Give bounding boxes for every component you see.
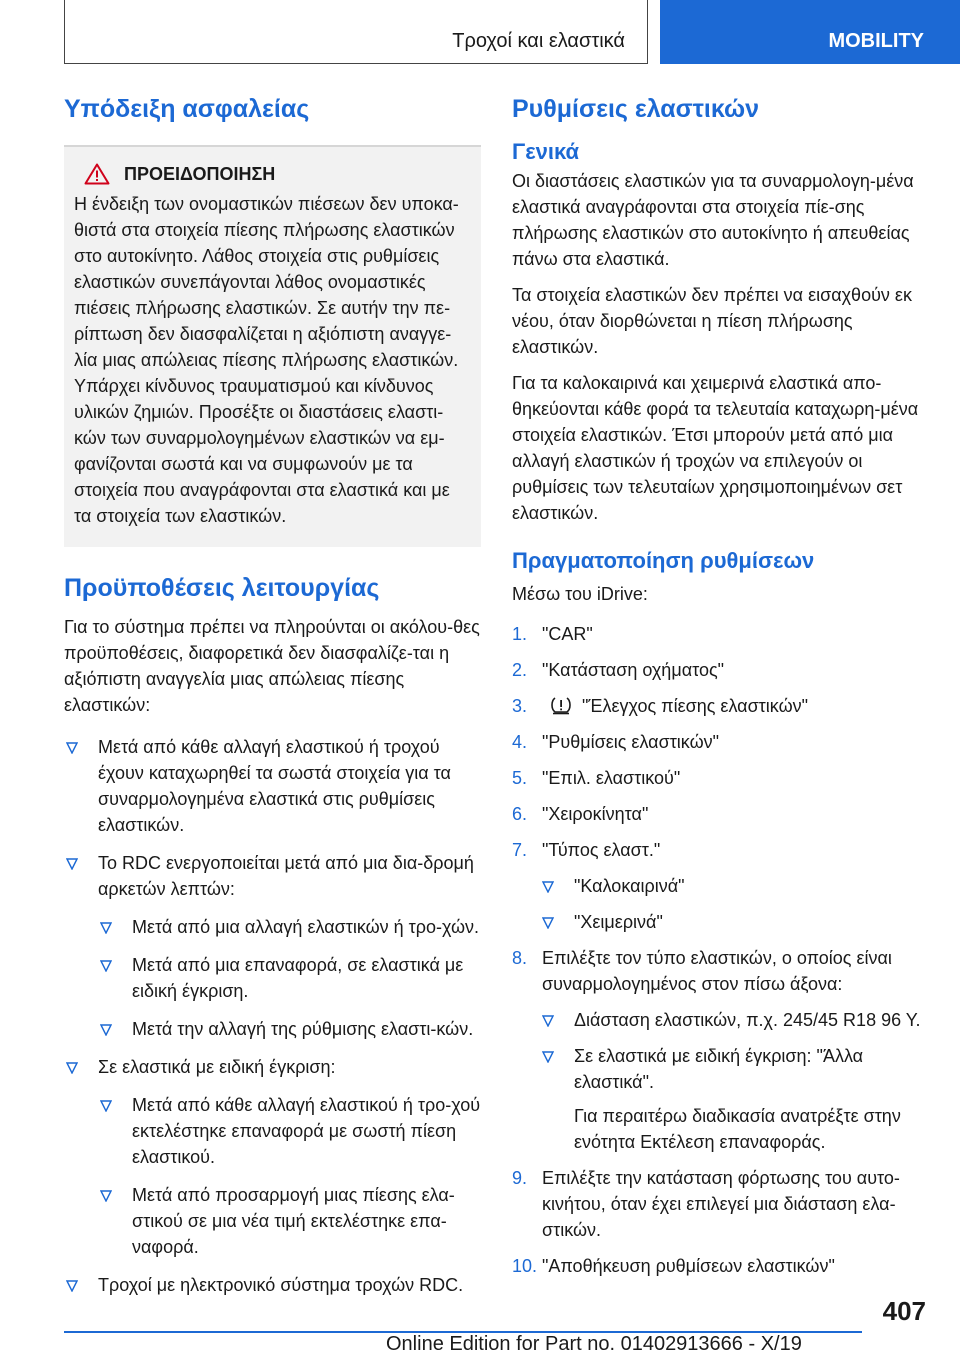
step-number: 1. [512,623,528,644]
step-item [512,657,928,683]
section-tab: MOBILITY [660,0,960,64]
step-text: "Τύπος ελαστ." [542,839,661,860]
step-text: "Επιλ. ελαστικού" [542,767,681,788]
step-text: "Κατάσταση οχήματος" [542,659,725,680]
warning-header [74,163,471,185]
step-item [512,837,928,863]
general-paragraph: Τα στοιχεία ελαστικών δεν πρέπει να εισαχθούν εκ νέου, όταν διορθώνεται η πίεση πλήρωσης ελαστικών. [512,284,912,357]
list-item: Μετά από μια επαναφορά, σε ελαστικά με ειδική έγκριση. [98,952,481,1004]
list-item: Διάσταση ελαστικών, π.χ. 245/45 R18 96 Y. [540,1007,928,1033]
step-text: "CAR" [542,623,593,644]
general-paragraph: Για τα καλοκαιρινά και χειμερινά ελαστικά απο-θηκεύονται κάθε φορά τα τελευταία καταχωρη-μένα στοιχεία ελαστικών. Έτσι μπορούν μετά από μια αλλαγή ελαστικών ή τροχών να επιλεγούν οι ρυθμίσεις των τελευταίων χρησιμοποιημένων σετ ελαστικών. [512,372,919,523]
prerequisites-title: Προϋποθέσεις λειτουργίας [64,574,380,602]
procedure-title: Πραγματοποίηση ρυθμίσεων [512,547,815,573]
page-number: 407 [882,1296,926,1326]
tire-pressure-icon [550,695,572,715]
warning-label: ΠΡΟΕΙΔΟΠΟΙΗΣΗ [124,163,276,184]
step-number: 2. [512,659,528,680]
prerequisites-intro: Για το σύστημα πρέπει να πληρούνται οι ακόλου-θες προϋποθέσεις, διαφορετικά δεν διασφαλίζε-ται η αξιόπιστη αναγγελία μιας απώλειας πίεσης ελαστικών: [64,617,480,715]
step-text: "Αποθήκευση ρυθμίσεων ελαστικών" [542,1255,835,1276]
bullet-triangle-icon [100,960,112,972]
general-title: Γενικά [512,139,580,164]
step-number: 3. [512,695,528,716]
step-text: "Χειροκίνητα" [542,803,649,824]
step-text: Επιλέξτε την κατάσταση φόρτωσης του αυτο-κινήτου, όταν έχει επιλεγεί μια διάσταση ελα-στικών. [542,1167,900,1240]
step-text: "Ρυθμίσεις ελαστικών" [542,731,720,752]
warning-text: Η ένδειξη των ονομαστικών πιέσεων δεν υποκα-θιστά στα στοιχεία πίεσης πλήρωσης ελαστικών στο αυτοκίνητο. Λάθος στοιχεία στις ρυθμίσεις ελαστικών συνεπάγονται λάθος ονομαστικές πιέσεις πλήρωσης ελαστικών. Σε αυτήν την πε-ρίπτωση δεν διασφαλίζεται η αξιόπιστη αναγγε-λία μιας απώλειας πίεσης πλήρωσης ελαστικών. Υπάρχει κίνδυνος τραυματισμού και κίνδυνος υλικών ζημιών. Προσέξτε οι διαστάσεις ελαστι-κών των συναρμολογημένων ελαστικών να εμ-φανίζονται σωστά και να συμφωνούν με τα στοιχεία που αναγράφονται στα ελαστικά και με τα στοιχεία των ελαστικών. [74,194,459,526]
edition-footer: Online Edition for Part no. 01402913666 - X/19 [386,1333,802,1355]
bullet-triangle-icon [542,917,554,929]
list-item: Τροχοί με ηλεκτρονικό σύστημα τροχών RDC. [64,1272,481,1298]
step-number: 10. [512,1255,538,1276]
general-paragraph: Οι διαστάσεις ελαστικών για τα συναρμολογη-μένα ελαστικά αναγράφονται στα στοιχεία πίε-σης πλήρωσης ελαστικών στο αυτοκίνητο ή απευθείας πάνω στα ελαστικά. [512,170,914,269]
left-column [64,92,481,1298]
bullet-triangle-icon [66,1062,78,1074]
bullet-triangle-icon [100,922,112,934]
list-item: Μετά από μια αλλαγή ελαστικών ή τρο-χών. [98,914,481,940]
step-item [512,621,928,647]
bullet-triangle-icon [542,881,554,893]
tire-settings-title: Ρυθμίσεις ελαστικών [512,95,760,123]
bullet-triangle-icon [66,858,78,870]
procedure-intro: Μέσω του iDrive: [512,583,648,604]
step-number: 7. [512,839,528,860]
step-item [512,945,928,997]
step-text: Επιλέξτε τον τύπο ελαστικών, ο οποίος είναι συναρμολογημένος στον πίσω άξονα: [542,947,892,994]
bullet-triangle-icon [100,1100,112,1112]
bullet-triangle-icon [66,742,78,754]
list-item: "Καλοκαιρινά" [540,873,928,899]
header-frame [64,0,648,64]
list-item: Μετά την αλλαγή της ρύθμισης ελαστι-κών. [98,1016,481,1042]
chapter-title: Τροχοί και ελαστικά [452,30,625,52]
step-item [512,693,928,719]
bullet-triangle-icon [542,1015,554,1027]
bullet-triangle-icon [100,1190,112,1202]
step-number: 8. [512,947,528,968]
list-item: Σε ελαστικά με ειδική έγκριση: "Άλλα ελαστικά". [540,1043,928,1095]
list-item: Μετά από κάθε αλλαγή ελαστικού ή τροχού έχουν καταχωρηθεί τα σωστά στοιχεία για τα συναρμολογημένα ελαστικά στις ρυθμίσεις ελαστικών. [64,734,481,838]
warning-triangle-icon [84,163,110,185]
step-number: 6. [512,803,528,824]
list-item: Μετά από κάθε αλλαγή ελαστικού ή τρο-χού εκτελέστηκε επαναφορά με σωστή πίεση ελαστικού. [98,1092,481,1170]
step-item [512,729,928,755]
list-item: Το RDC ενεργοποιείται μετά από μια δια-δρομή αρκετών λεπτών: [64,850,481,902]
step-note: Για περαιτέρω διαδικασία ανατρέξτε στην ενότητα Εκτέλεση επαναφοράς. [574,1105,901,1152]
step-number: 5. [512,767,528,788]
bullet-triangle-icon [100,1024,112,1036]
right-column [512,92,928,1279]
safety-notice-title: Υπόδειξη ασφαλείας [64,95,310,123]
step-number: 4. [512,731,528,752]
step-item [512,1253,928,1279]
list-item: "Χειμερινά" [540,909,928,935]
bullet-triangle-icon [66,1280,78,1292]
warning-box [64,147,481,547]
bullet-triangle-icon [542,1051,554,1063]
step-number: 9. [512,1167,528,1188]
step-text: "Έλεγχος πίεσης ελαστικών" [582,695,809,716]
step-item [512,801,928,827]
step-item [512,1165,928,1243]
step-item [512,765,928,791]
list-item: Μετά από προσαρμογή μιας πίεσης ελα-στικού σε μια νέα τιμή εκτελέστηκε επα-ναφορά. [98,1182,481,1260]
list-item: Σε ελαστικά με ειδική έγκριση: [64,1054,481,1080]
